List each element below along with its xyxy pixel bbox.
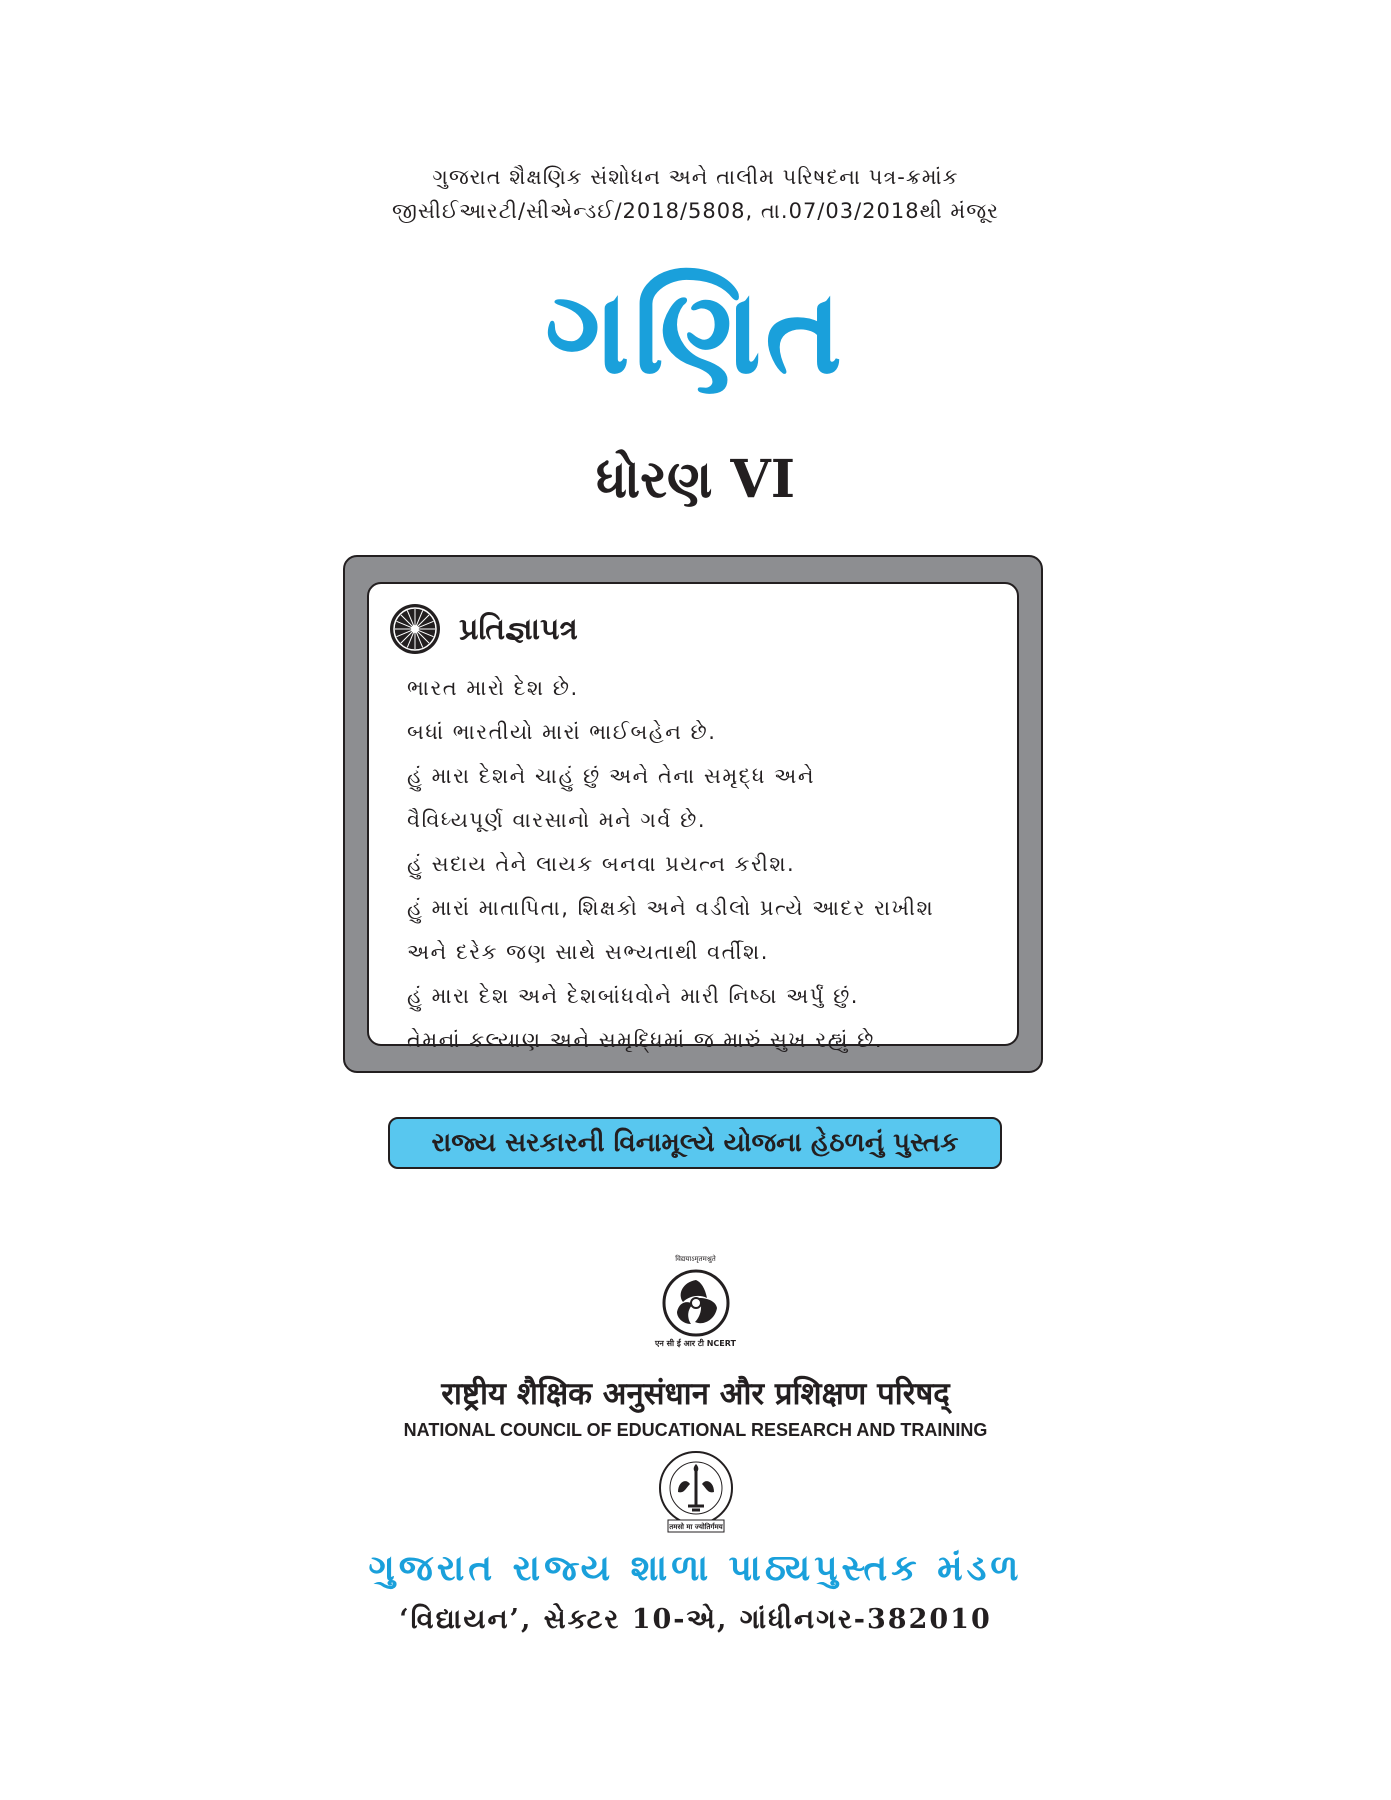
pledge-frame (343, 555, 1043, 1073)
ncert-abbreviation: एन सी ई आर टी NCERT (654, 1339, 737, 1348)
pledge-line: હું મારા દેશ અને દેશબાંધવોને મારી નિષ્ઠા અર્પું છું. (407, 984, 859, 1008)
board-seal-motto: तमसो मा ज्योतिर्गमय (669, 1523, 723, 1531)
council-name-hindi: राष्ट्रीय शैक्षिक अनुसंधान और प्रशिक्षण परिषद् (441, 1376, 950, 1412)
pledge-line: હું મારાં માતાપિતા, શિક્ષકો અને વડીલો પ્રત્યે આદર રાખીશ (407, 896, 935, 920)
council-name-english: NATIONAL COUNCIL OF EDUCATIONAL RESEARCH AND TRAINING (403, 1420, 988, 1440)
pledge-card (367, 582, 1019, 1052)
pledge-line: હું મારા દેશને ચાહું છું અને તેના સમૃદ્ધ અને (407, 764, 815, 788)
board-name: ગુજરાત રાજ્ય શાળા પાઠ્યપુસ્તક મંડળ (368, 1548, 1023, 1589)
pledge-lines (407, 666, 997, 1062)
book-title: ગણિત (545, 265, 846, 400)
pledge-header (389, 598, 997, 660)
pledge-line: હું સદાય તેને લાયક બનવા પ્રયત્ન કરીશ. (407, 852, 796, 876)
ncert-logo-icon (661, 1268, 731, 1338)
approval-line-1: ગુજરાત શૈક્ષણિક સંશોધન અને તાલીમ પરિષદના પત્ર-ક્રમાંક (432, 165, 959, 189)
ncert-motto: विद्ययाऽमृतमश्नुते (675, 1255, 716, 1263)
approval-line-2: જીસીઈઆરટી/સીએન્ડઈ/2018/5808, તા.07/03/2018થી મંજૂર (392, 199, 999, 223)
board-address: ‘વિદ્યાયન’, સેક્ટર 10-એ, ગાંધીનગર-382010 (399, 1604, 992, 1635)
pledge-line: બધાં ભારતીયો મારાં ભાઈબહેન છે. (407, 720, 717, 744)
free-book-banner: રાજ્ય સરકારની વિનામૂલ્યે યોજના હેઠળનું પુસ્તક (388, 1117, 1002, 1169)
pledge-line: તેમનાં કલ્યાણ અને સમૃદ્ધિમાં જ મારું સુખ રહ્યું છે. (407, 1028, 884, 1052)
pledge-line: અને દરેક જણ સાથે સભ્યતાથી વર્તીશ. (407, 940, 769, 964)
pledge-line: ભારત મારો દેશ છે. (407, 676, 579, 700)
pledge-title: પ્રતિજ્ઞાપત્ર (459, 611, 578, 647)
standard-label: ધોરણ VI (595, 449, 796, 510)
pledge-line: વૈવિધ્યપૂર્ણ વારસાનો મને ગર્વ છે. (407, 808, 706, 832)
approval-notice (0, 160, 1391, 228)
textbook-board-seal-icon (648, 1448, 744, 1534)
ashoka-chakra-icon (389, 603, 441, 655)
